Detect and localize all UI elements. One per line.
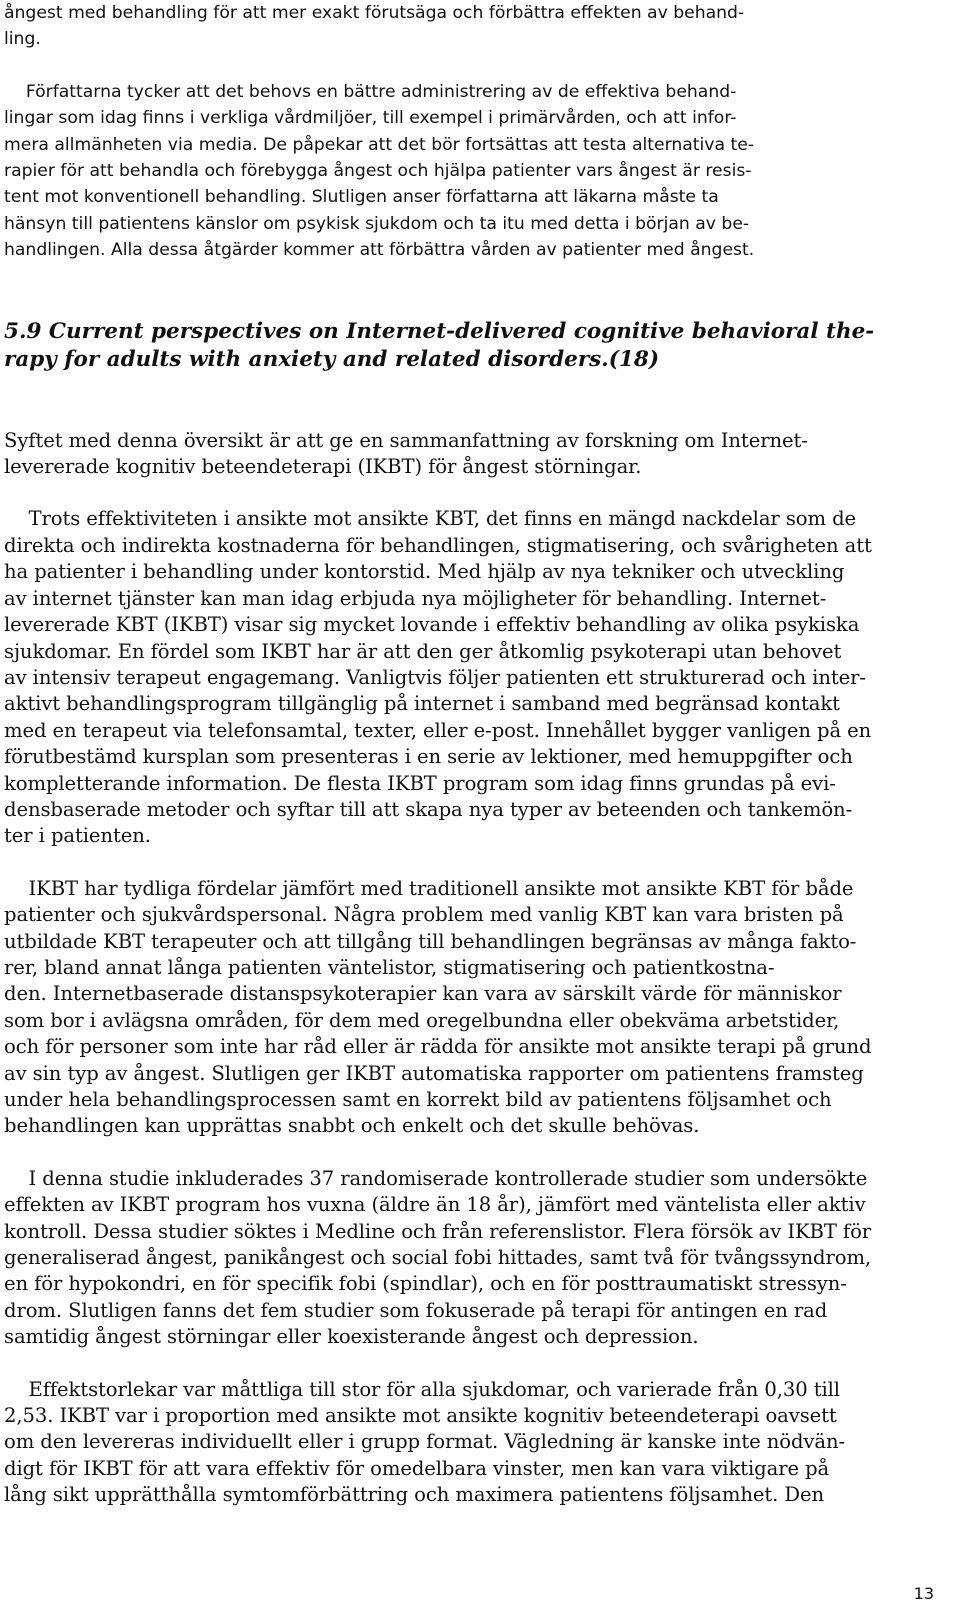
text-line: Trots effektiviteten i ansikte mot ansikte KBT, det finns en mängd nackdelar som de — [4, 507, 857, 531]
text-line: 2,53. IKBT var i proportion med ansikte mot ansikte kognitiv beteendeterapi oavsett — [4, 1404, 837, 1428]
paragraph — [4, 506, 934, 849]
text-line: sjukdomar. En fördel som IKBT har är att den ger åtkomlig psykoterapi utan behovet — [4, 639, 842, 663]
text-line: av internet tjänster kan man idag erbjuda nya möjligheter för behandling. Internet- — [4, 586, 827, 610]
text-line: direkta och indirekta kostnaderna för behandlingen, stigmatisering, och svårigheten att — [4, 533, 872, 557]
page-number: 13 — [913, 1584, 934, 1603]
text-line: en för hypokondri, en för specifik fobi (spindlar), och en för posttraumatiskt stressyn- — [4, 1272, 847, 1296]
text-line: ha patienter i behandling under kontorstid. Med hjälp av nya tekniker och utveckling — [4, 560, 845, 584]
paragraph — [4, 0, 934, 53]
text-line: kompletterande information. De flesta IKBT program som idag finns grundas på evi- — [4, 771, 836, 795]
text-line: av sin typ av ångest. Slutligen ger IKBT automatiska rapporter om patientens framsteg — [4, 1061, 864, 1085]
paragraph-spacer — [4, 850, 934, 876]
text-line: samtidig ångest störningar eller koexisterande ångest och depression. — [4, 1325, 699, 1349]
heading-line: rapy for adults with anxiety and related disorders.(18) — [4, 346, 659, 372]
text-line: förutbestämd kursplan som presenteras i en serie av lektioner, med hemuppgifter och — [4, 745, 853, 769]
paragraph-spacer — [4, 1140, 934, 1166]
text-line: lång sikt upprätthålla symtomförbättring och maximera patientens följsamhet. Den — [4, 1483, 825, 1507]
text-line: levererade KBT (IKBT) visar sig mycket lovande i effektiv behandling av olika psykiska — [4, 613, 860, 637]
text-line: levererade kognitiv beteendeterapi (IKBT) för ångest störningar. — [4, 455, 642, 479]
text-line: om den levereras individuellt eller i grupp format. Vägledning är kanske inte nödvän- — [4, 1430, 845, 1454]
text-line: hänsyn till patientens känslor om psykisk sjukdom och ta itu med detta i början av be- — [4, 213, 750, 234]
heading-line: 5.9 Current perspectives on Internet-delivered cognitive behavioral the- — [4, 318, 875, 344]
paragraph — [4, 79, 934, 264]
paragraph — [4, 1166, 934, 1351]
section-heading — [4, 318, 934, 374]
text-line: behandlingen kan upprättas snabbt och enkelt och det skulle behövas. — [4, 1114, 700, 1138]
text-line: ling. — [4, 29, 41, 50]
paragraph — [4, 876, 934, 1140]
text-line: ångest med behandling för att mer exakt förutsäga och förbättra effekten av behand- — [4, 3, 745, 23]
text-line: med en terapeut via telefonsamtal, texter, eller e-post. Innehållet bygger vanligen på en — [4, 718, 872, 742]
text-line: kontroll. Dessa studier söktes i Medline och från referenslistor. Flera försök av IKBT för — [4, 1219, 872, 1243]
text-line: drom. Slutligen fanns det fem studier som fokuserade på terapi för antingen en rad — [4, 1298, 828, 1322]
text-line: rapier för att behandla och förebygga ångest och hjälpa patienter vars ångest är resis- — [4, 161, 752, 182]
text-line: den. Internetbaserade distanspsykoterapier kan vara av särskilt värde för människor — [4, 982, 842, 1006]
section-spacer — [4, 374, 934, 428]
text-line: Syftet med denna översikt är att ge en sammanfattning av forskning om Internet- — [4, 428, 808, 452]
text-line: under hela behandlingsprocessen samt en korrekt bild av patientens följsamhet och — [4, 1088, 832, 1111]
text-line: digt för IKBT för att vara effektiv för omedelbara vinster, men kan vara viktigare på — [4, 1456, 830, 1480]
paragraph-spacer — [4, 1351, 934, 1377]
text-line: av intensiv terapeut engagemang. Vanligtvis följer patienten ett strukturerad och inter- — [4, 665, 866, 689]
text-line: som bor i avlägsna områden, för dem med oregelbundna eller obekväma arbetstider, — [4, 1008, 840, 1032]
section-spacer — [4, 264, 934, 318]
text-line: Effektstorlekar var måttliga till stor för alla sjukdomar, och varierade från 0,30 till — [4, 1377, 840, 1401]
text-line: mera allmänheten via media. De påpekar att det bör fortsättas att testa alternativa te- — [4, 134, 754, 155]
document-page — [4, 0, 934, 1509]
text-line: densbaserade metoder och syftar till att skapa nya typer av beteenden och tankemön- — [4, 797, 853, 821]
text-line: och för personer som inte har råd eller är rädda för ansikte mot ansikte terapi på grund — [4, 1035, 872, 1059]
text-line: I denna studie inkluderades 37 randomiserade kontrollerade studier som undersökte — [4, 1166, 868, 1190]
text-line: rer, bland annat långa patienten väntelistor, stigmatisering och patientkostna- — [4, 955, 775, 979]
text-line: Författarna tycker att det behovs en bättre administrering av de effektiva behand- — [4, 81, 737, 102]
text-line: effekten av IKBT program hos vuxna (äldre än 18 år), jämfört med väntelista eller aktiv — [4, 1193, 866, 1217]
paragraph — [4, 428, 934, 481]
text-line: ter i patienten. — [4, 824, 151, 848]
text-line: tent mot konventionell behandling. Slutligen anser författarna att läkarna måste ta — [4, 187, 719, 208]
text-line: generaliserad ångest, panikångest och social fobi hittades, samt två för tvångssyndrom, — [4, 1246, 872, 1270]
paragraph-spacer — [4, 53, 934, 79]
text-line: patienter och sjukvårdspersonal. Några problem med vanlig KBT kan vara bristen på — [4, 903, 844, 927]
text-line: lingar som idag finns i verkliga vårdmiljöer, till exempel i primärvården, och att infor- — [4, 108, 737, 129]
paragraph — [4, 1377, 934, 1509]
text-line: handlingen. Alla dessa åtgärder kommer att förbättra vården av patienter med ångest. — [4, 240, 755, 261]
text-line: IKBT har tydliga fördelar jämfört med traditionell ansikte mot ansikte KBT för både — [4, 876, 854, 900]
text-line: aktivt behandlingsprogram tillgänglig på internet i samband med begränsad kontakt — [4, 692, 840, 716]
text-line: utbildade KBT terapeuter och att tillgång till behandlingen begränsas av många fakto- — [4, 929, 857, 953]
paragraph-spacer — [4, 480, 934, 506]
